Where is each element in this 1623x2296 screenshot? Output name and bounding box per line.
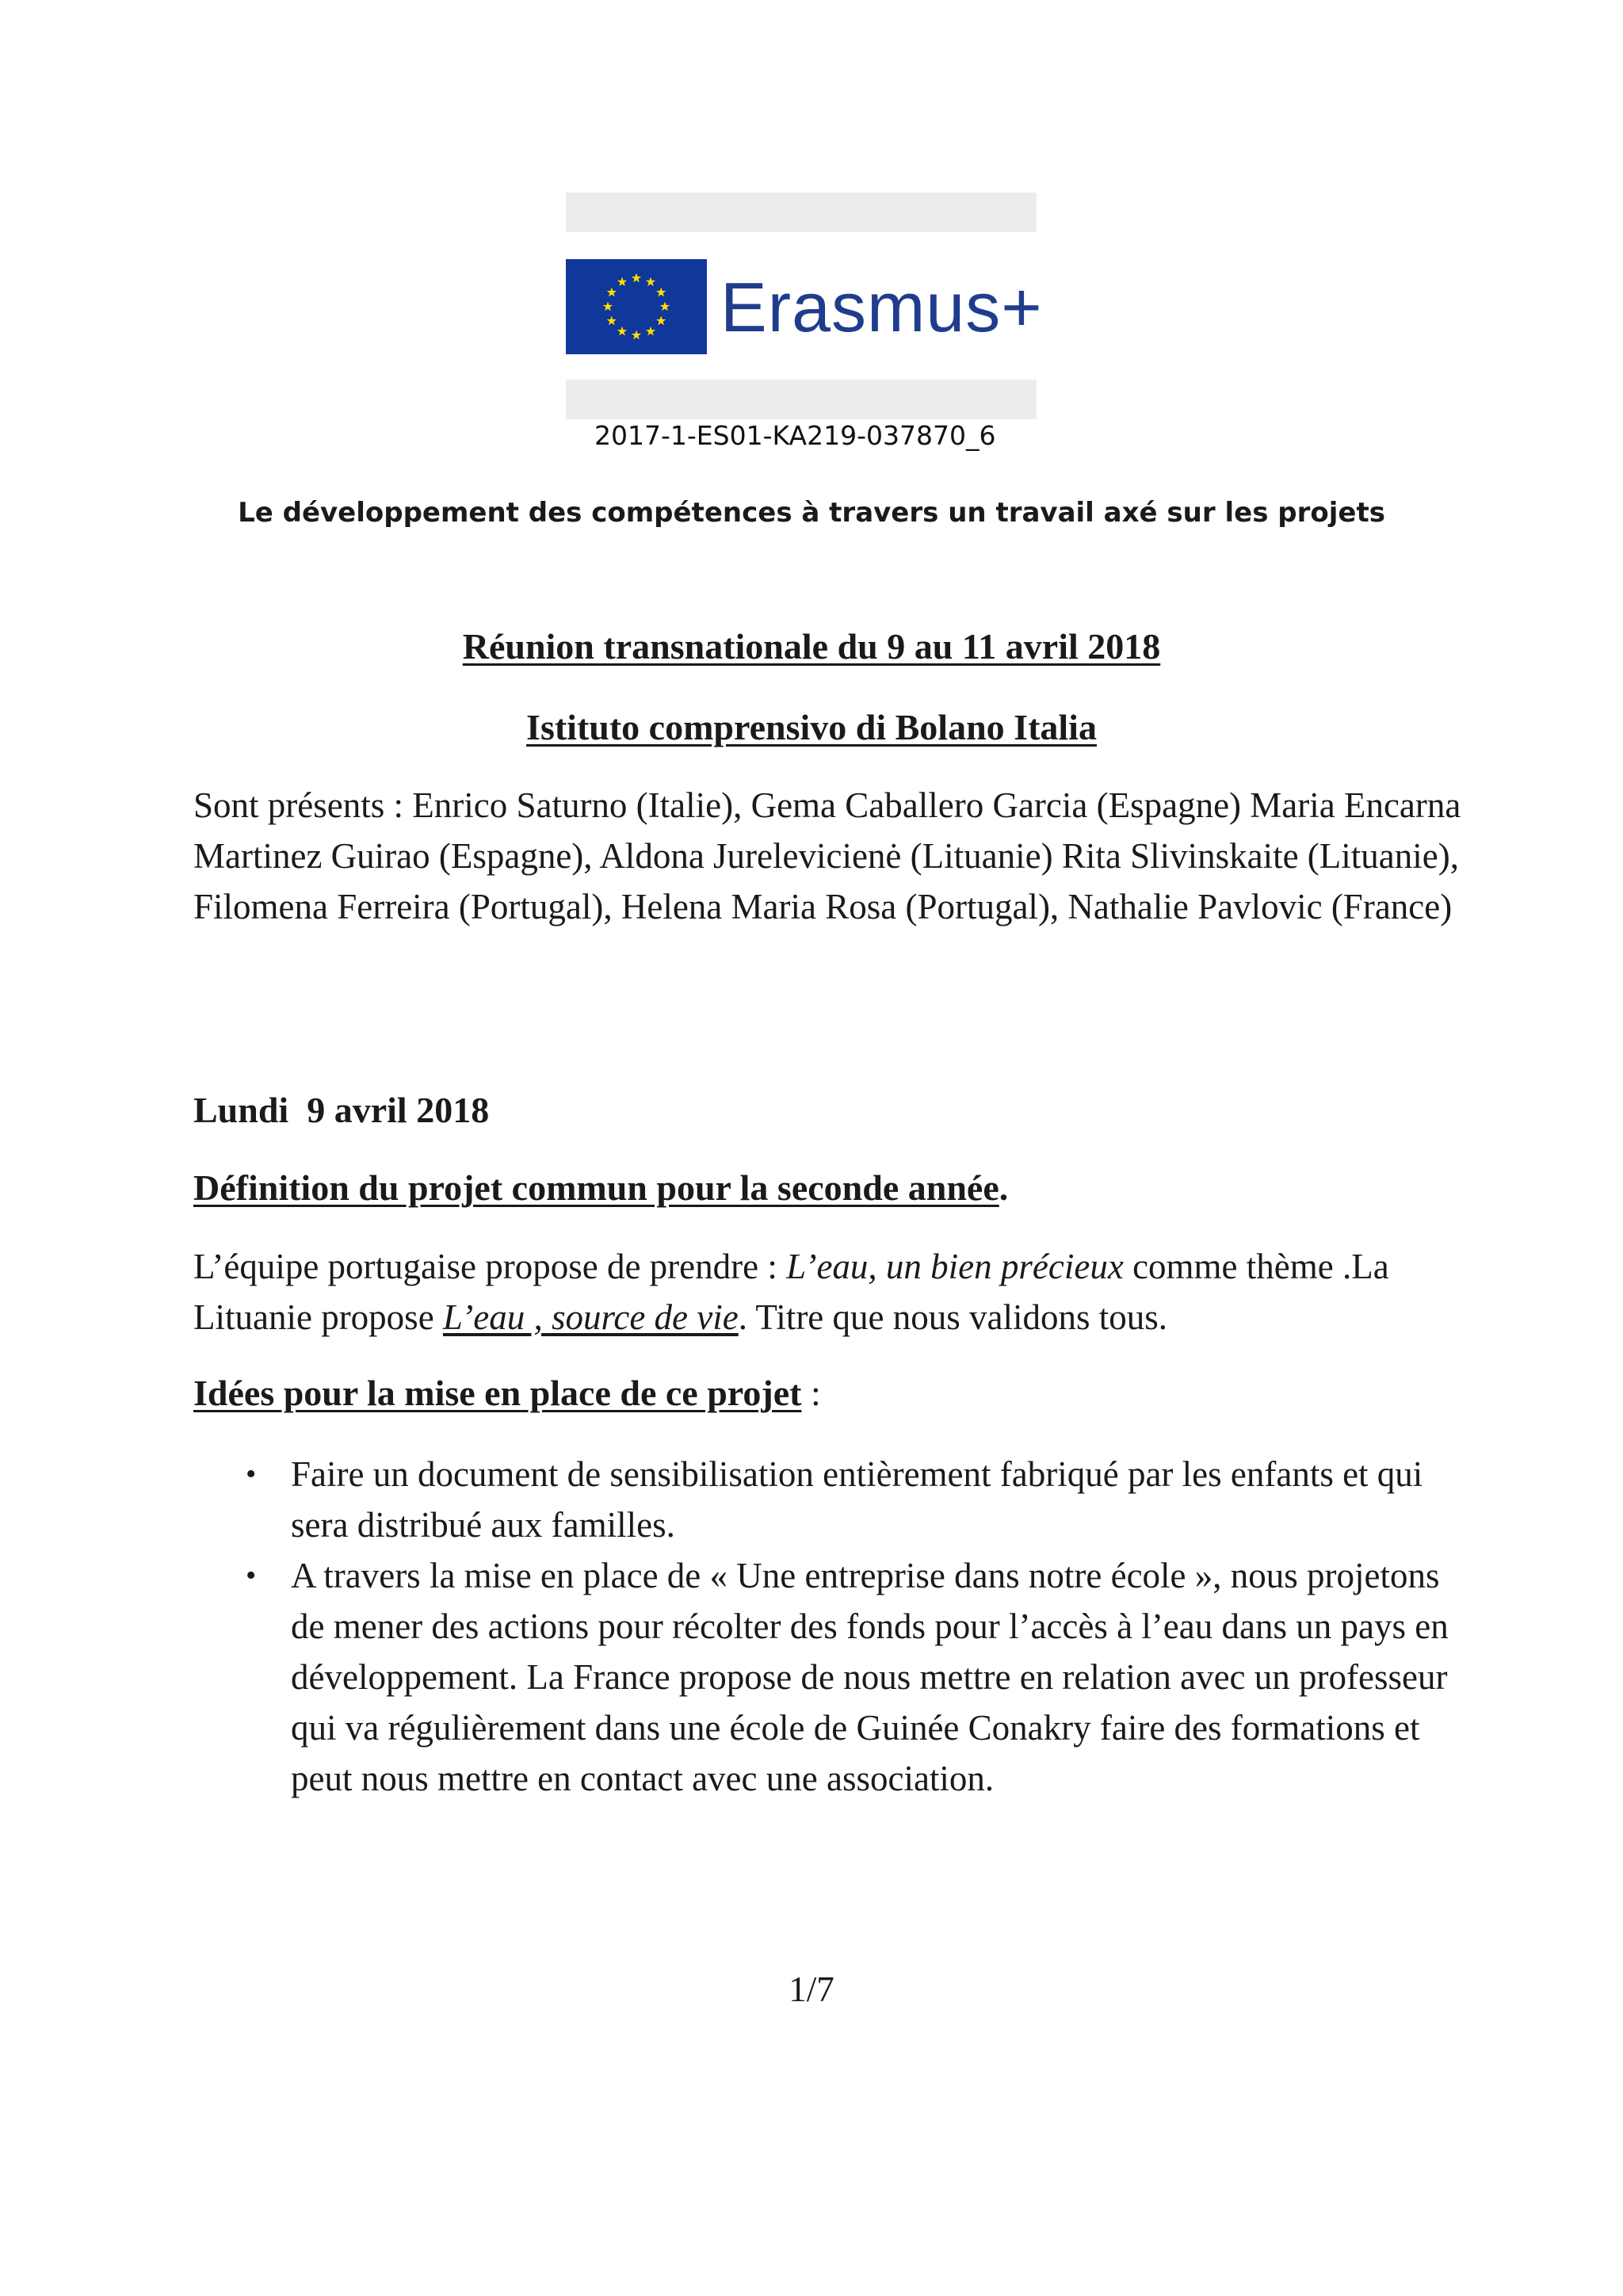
theme-lithuania: L’eau , source de vie	[442, 1297, 739, 1337]
definition-heading	[193, 1166, 1008, 1210]
theme-paragraph	[193, 1241, 1461, 1343]
ideas-heading-text: Idées pour la mise en place de ce projet	[193, 1373, 802, 1413]
logo-band-top	[566, 193, 1037, 232]
day-heading: Lundi 9 avril 2018	[193, 1090, 490, 1130]
ideas-list	[193, 1449, 1461, 1804]
eu-star-icon	[607, 288, 617, 297]
theme-text-2: comme thème .La Lituanie propose	[193, 1247, 1389, 1337]
eu-flag-stars	[566, 259, 707, 354]
eu-star-icon	[617, 327, 627, 336]
school-name: Istituto comprensivo di Bolano Italia	[526, 707, 1097, 747]
project-reference: 2017-1-ES01-KA219-037870_6	[594, 420, 996, 451]
eu-star-icon	[617, 277, 627, 286]
theme-text-3: . Titre que nous validons tous.	[738, 1297, 1168, 1337]
erasmus-wordmark: Erasmus+	[720, 268, 1043, 346]
idea-text: Faire un document de sensibilisation entièrement fabriqué par les enfants et qui sera distribué aux familles.	[291, 1454, 1423, 1545]
eu-star-icon	[656, 316, 666, 326]
eu-star-icon	[632, 330, 641, 340]
eu-star-icon	[603, 302, 613, 311]
bullet-icon: •	[246, 1457, 257, 1491]
definition-heading-text: Définition du projet commun pour la seconde année	[193, 1167, 999, 1208]
eu-star-icon	[607, 316, 617, 326]
eu-flag-icon	[566, 259, 707, 354]
meeting-title: Réunion transnationale du 9 au 11 avril 2018	[462, 626, 1161, 667]
eu-star-icon	[660, 302, 670, 311]
theme-text-1: L’équipe portugaise propose de prendre :	[193, 1247, 787, 1286]
erasmus-logo	[566, 193, 1043, 419]
project-title: Le développement des compétences à travers un travail axé sur les projets	[238, 497, 1385, 529]
idea-text: A travers la mise en place de « Une entreprise dans notre école », nous projetons de mener des actions pour récolter des fonds pour l’accès à l’eau dans un pays en développement. La France propose de nous mettre en relation avec un professeur qui va régulièrement dans une école de Guinée Conakry faire des formations et peut nous mettre en contact avec une association.	[291, 1556, 1449, 1798]
logo-band-bottom	[566, 380, 1037, 419]
eu-star-icon	[646, 327, 655, 336]
ideas-heading	[193, 1371, 821, 1415]
eu-star-icon	[632, 273, 641, 283]
bullet-icon: •	[246, 1559, 257, 1592]
eu-star-icon	[656, 288, 666, 297]
attendees-paragraph: Sont présents : Enrico Saturno (Italie), Gema Caballero Garcia (Espagne) Maria Encarna Martinez Guirao (Espagne), Aldona Jurelevicienė (Lituanie) Rita Slivinskaite (Lituanie), Filomena Ferreira (Portugal), Helena Maria Rosa (Portugal), Nathalie Pavlovic (France)	[193, 785, 1461, 926]
list-item	[193, 1550, 1461, 1804]
page-number: 1/7	[789, 1969, 834, 2009]
theme-portugal: L’eau, un bien précieux	[786, 1247, 1124, 1286]
eu-star-icon	[646, 277, 655, 286]
ideas-heading-tail: :	[801, 1373, 821, 1413]
definition-heading-tail: .	[999, 1167, 1009, 1208]
list-item	[193, 1449, 1461, 1550]
